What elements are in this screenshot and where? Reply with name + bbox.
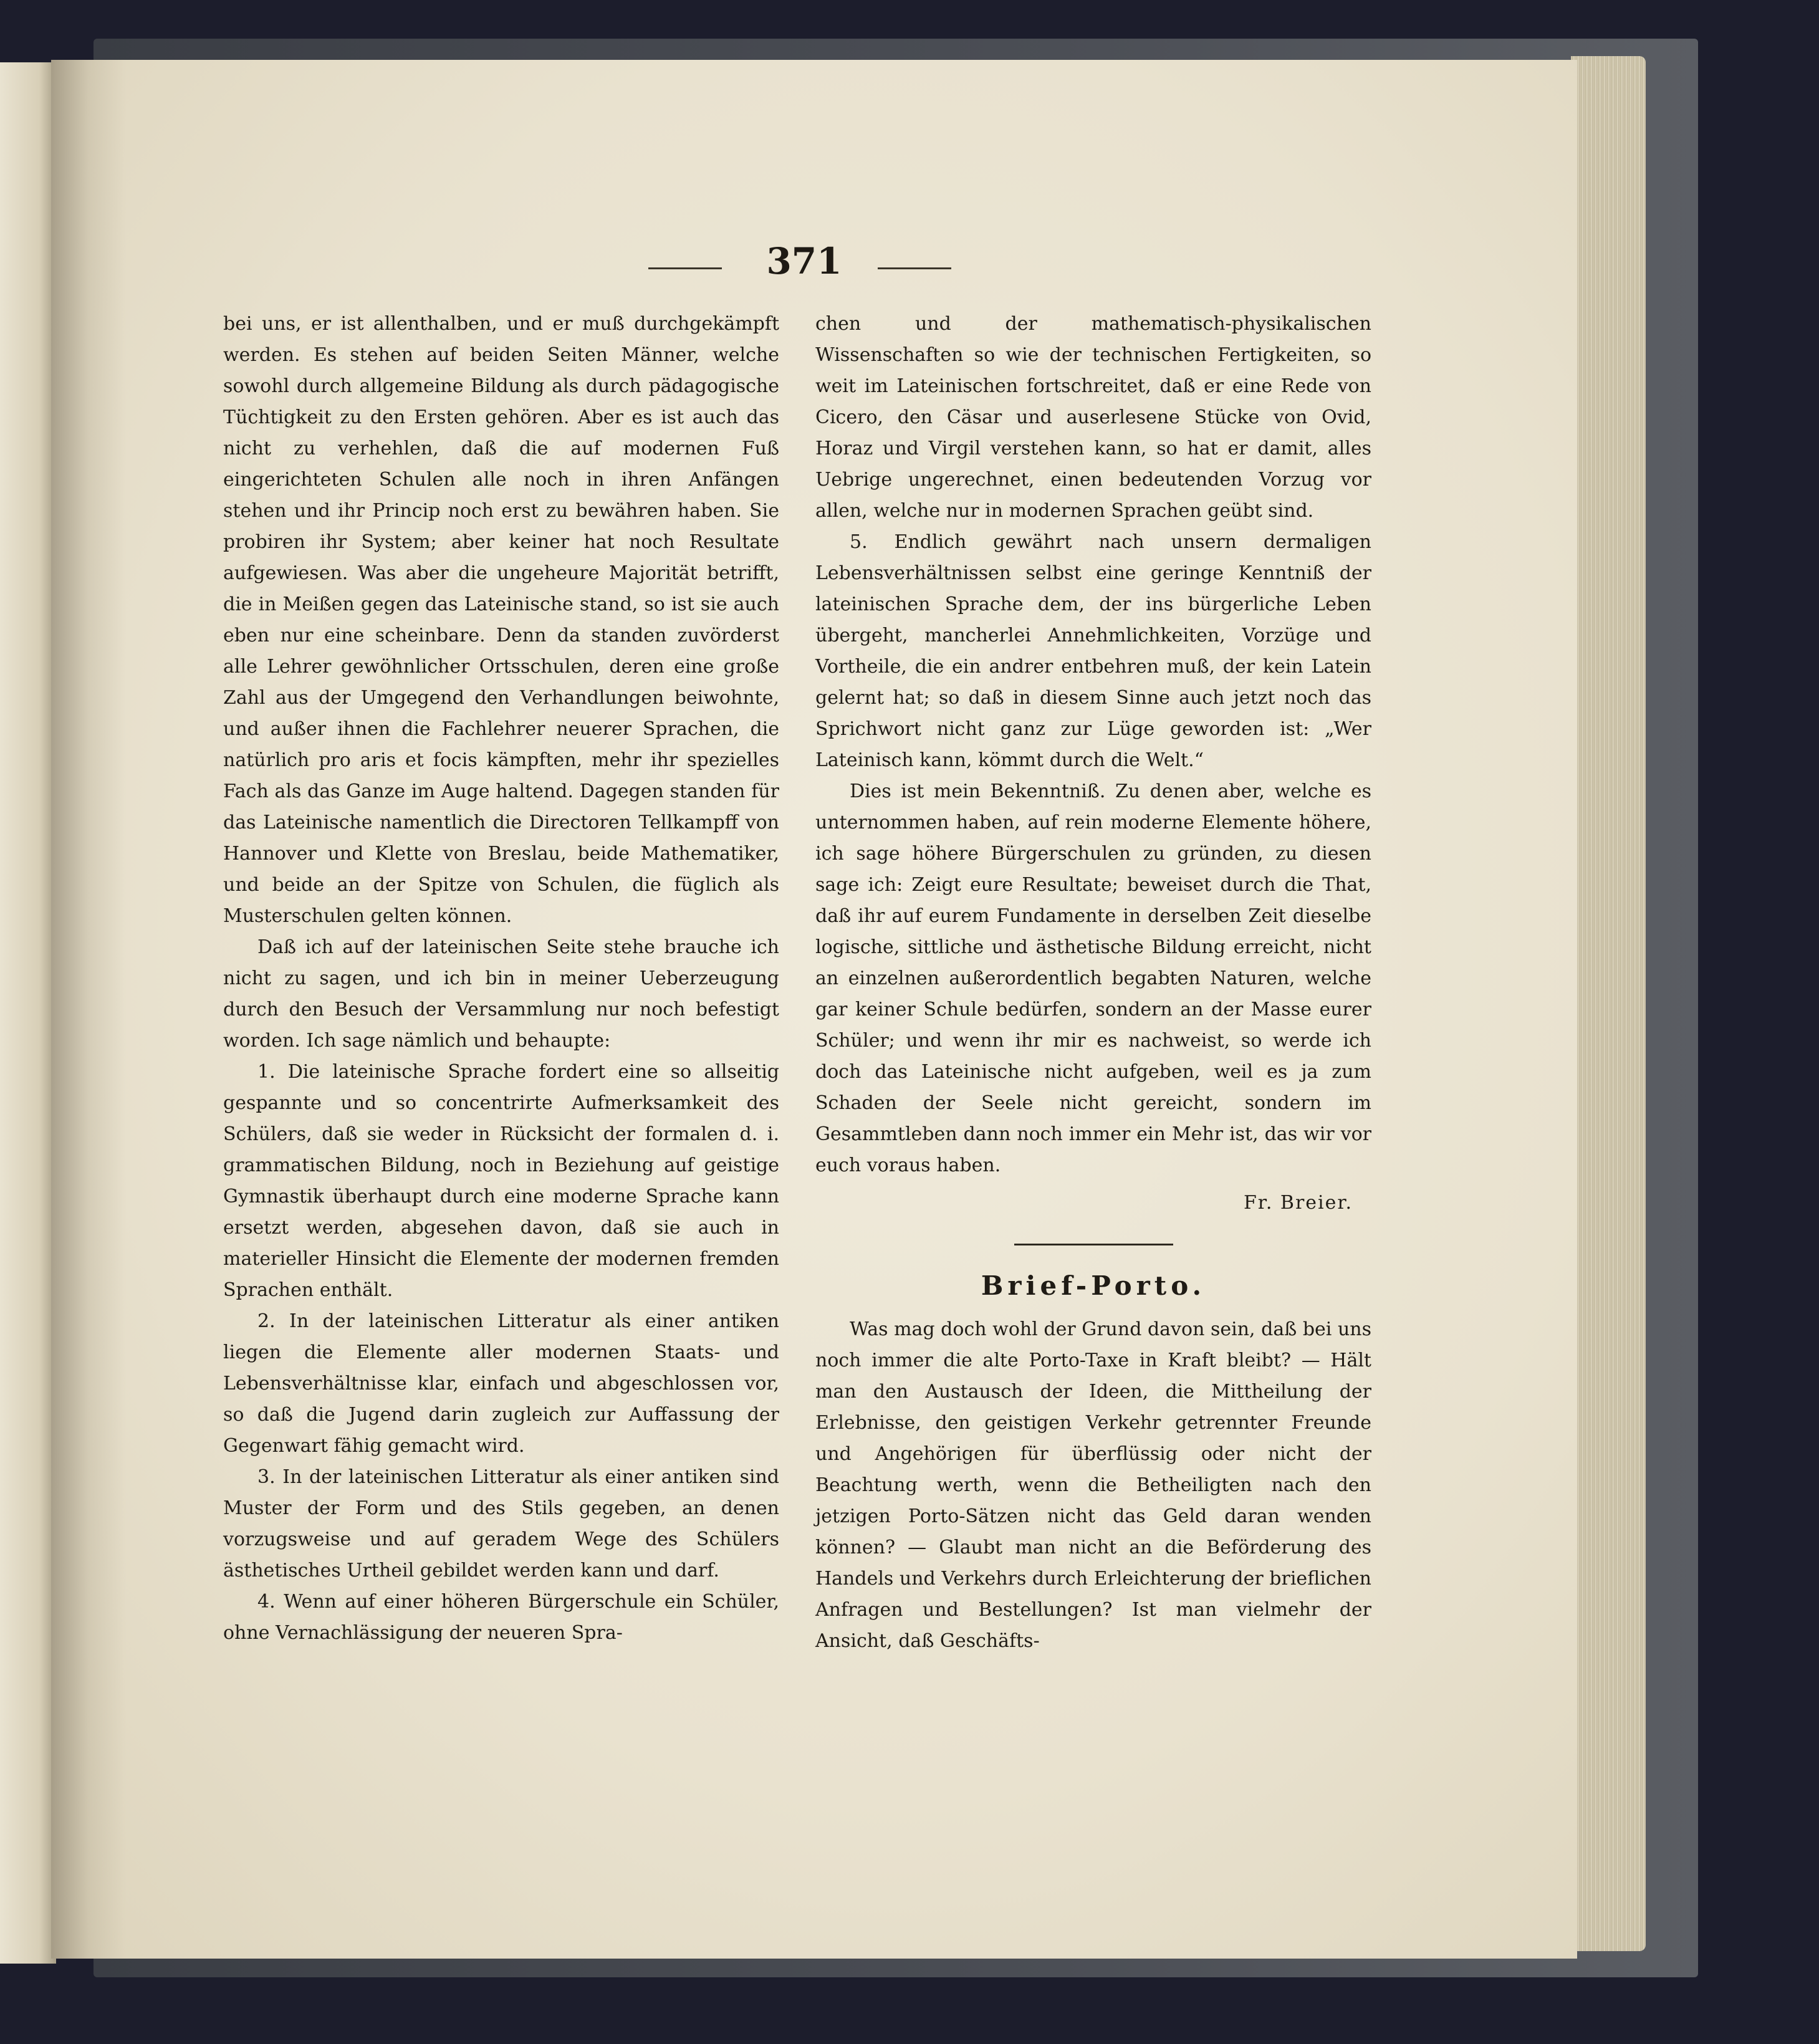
previous-page-edge xyxy=(0,62,56,1964)
page-gutter-shadow xyxy=(51,60,126,1959)
paragraph: Daß ich auf der lateinischen Seite stehe brauche ich nicht zu sagen, und ich bin in meiner Ueberzeugung durch den Besuch der Versammlung nur noch befestigt worden. Ich sage nämlich und behaupte: xyxy=(223,936,779,1052)
section-divider xyxy=(1014,1244,1173,1245)
paragraph: 5. Endlich gewährt nach unsern dermaligen Lebensverhältnissen selbst eine geringe Kenntniß der lateinischen Sprache dem, der ins bürgerliche Leben übergeht, mancherlei Annehmlichkeiten, Vorzüge und Vortheile, die ein andrer entbehren muß, der kein Latein gelernt hat; so daß in diesem Sinne auch jetzt noch das Sprichwort nicht ganz zur Lüge geworden ist: „Wer Lateinisch kann, kömmt durch die Welt.“ xyxy=(815,531,1371,771)
right-column xyxy=(815,309,1371,1657)
page-block-edges xyxy=(1571,56,1646,1951)
author-signature: Fr. Breier. xyxy=(1243,1192,1353,1214)
left-column xyxy=(223,309,779,1649)
paragraph: 2. In der lateinischen Litteratur als einer antiken liegen die Elemente aller modernen Staats- und Lebensverhältnisse klar, einfach und abgeschlossen vor, so daß die Jugend darin zugleich zur Auffassung der Gegenwart fähig gemacht wird. xyxy=(223,1310,779,1457)
paragraph: Was mag doch wohl der Grund davon sein, daß bei uns noch immer die alte Porto-Taxe in Kraft bleibt? — Hält man den Austausch der Ideen, die Mittheilung der Erlebnisse, den geistigen Verkehr getrennter Freunde und Angehörigen für überflüssig oder nicht der Beachtung werth, wenn die Betheiligten nach den jetzigen Porto-Sätzen nicht das Geld daran wenden können? — Glaubt man nicht an die Beförderung des Handels und Verkehrs durch Erleichterung der brieflichen Anfragen und Bestellungen? Ist man vielmehr der Ansicht, daß Geschäfts- xyxy=(815,1318,1371,1652)
paragraph: chen und der mathematisch-physikalischen Wissenschaften so wie der technischen Fertigkeiten, so weit im Lateinischen fortschreitet, daß er eine Rede von Cicero, den Cäsar und auserlesene Stücke von Ovid, Horaz und Virgil verstehen kann, so hat er damit, alles Uebrige ungerechnet, einen bedeutenden Vorzug vor allen, welche nur in modernen Sprachen geübt sind. xyxy=(815,313,1371,522)
page-number: 371 xyxy=(766,240,842,282)
header-rule-right xyxy=(878,267,951,269)
header-rule-left xyxy=(648,267,722,269)
paragraph: bei uns, er ist allenthalben, und er muß durchgekämpft werden. Es stehen auf beiden Seiten Männer, welche sowohl durch allgemeine Bildung als durch pädagogische Tüchtigkeit zu den Ersten gehören. Aber es ist auch das nicht zu verhehlen, daß die auf modernen Fuß eingerichteten Schulen alle noch in ihren Anfängen stehen und ihr Princip noch erst zu bewähren haben. Sie probiren ihr System; aber keiner hat noch Resultate aufgewiesen. Was aber die ungeheure Majorität betrifft, die in Meißen gegen das Lateinische stand, so ist sie auch eben nur eine scheinbare. Denn da standen zuvörderst alle Lehrer gewöhnlicher Ortsschulen, deren eine große Zahl aus der Umgegend den Verhandlungen beiwohnte, und außer ihnen die Fachlehrer neuerer Sprachen, die natürlich pro aris et focis kämpften, mehr ihr spezielles Fach als das Ganze im Auge haltend. Dagegen standen für das Lateinische namentlich die Directoren Tellkampff von Hannover und Klette von Breslau, beide Mathematiker, und beide an der Spitze von Schulen, die füglich als Musterschulen gelten können. xyxy=(223,313,779,927)
paragraph: 3. In der lateinischen Litteratur als einer antiken sind Muster der Form und des Stils gegeben, an denen vorzugsweise und auf geradem Wege des Schülers ästhetisches Urtheil gebildet werden kann und darf. xyxy=(223,1466,779,1581)
page-header xyxy=(642,240,966,290)
paragraph: 1. Die lateinische Sprache fordert eine so allseitig gespannte und so concentrirte Aufmerksamkeit des Schülers, daß sie weder in Rücksicht der formalen d. i. grammatischen Bildung, noch in Beziehung auf geistige Gymnastik überhaupt durch eine moderne Sprache kann ersetzt werden, abgesehen davon, daß sie auch in materieller Hinsicht die Elemente der modernen fremden Sprachen enthält. xyxy=(223,1061,779,1301)
section-title: Brief-Porto. xyxy=(981,1270,1206,1301)
paragraph: 4. Wenn auf einer höheren Bürgerschule ein Schüler, ohne Vernachlässigung der neueren Spra- xyxy=(223,1591,779,1644)
paragraph: Dies ist mein Bekenntniß. Zu denen aber, welche es unternommen haben, auf rein moderne Elemente höhere, ich sage höhere Bürgerschulen zu gründen, zu diesen sage ich: Zeigt eure Resultate; beweiset durch die That, daß ihr auf eurem Fundamente in derselben Zeit dieselbe logische, sittliche und ästhetische Bildung erreicht, nicht an einzelnen außerordentlich begabten Naturen, welche gar keiner Schule bedürfen, sondern an der Masse eurer Schüler; und wenn ihr mir es nachweist, so werde ich doch das Lateinische nicht aufgeben, weil es ja zum Schaden der Seele nicht gereicht, sondern im Gesammtleben dann noch immer ein Mehr ist, das wir vor euch voraus haben. xyxy=(815,780,1371,1176)
